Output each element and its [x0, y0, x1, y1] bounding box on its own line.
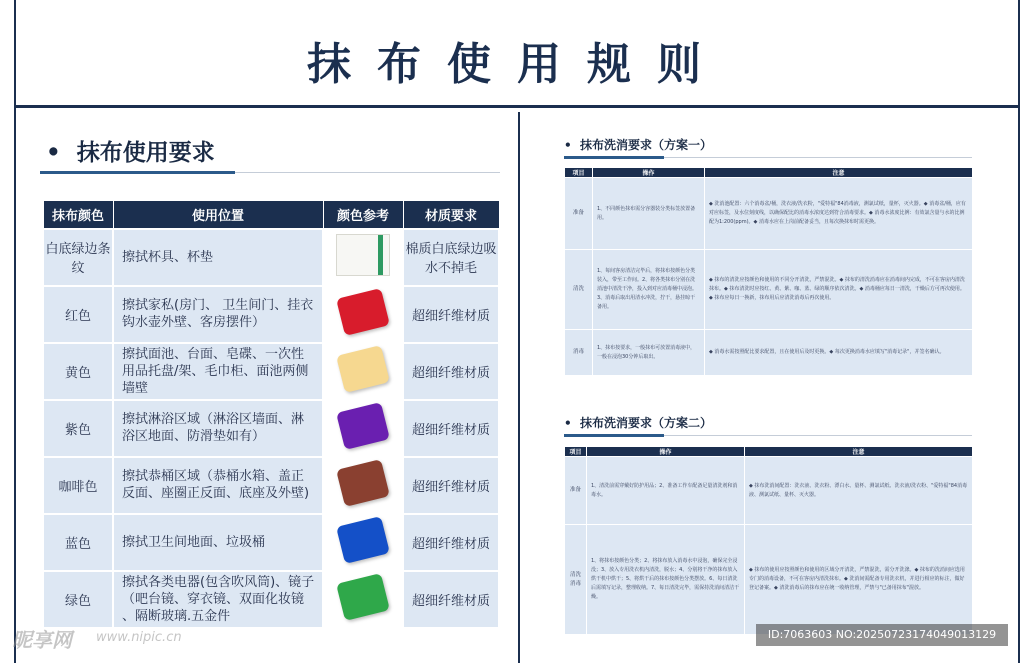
color-swatch-cell [323, 229, 403, 286]
table-row [43, 286, 499, 343]
bullet-icon: • [564, 138, 581, 152]
cloth-material: 超细纤维材质 [403, 286, 499, 343]
col-header-material: 材质要求 [403, 201, 499, 229]
plan1-underline [564, 157, 972, 158]
table-row [565, 250, 973, 330]
plan1-col-note: 注意 [705, 168, 973, 178]
left-heading-text: 抹布使用要求 [76, 139, 215, 166]
plan-note: ◆ 抹布洗消间配置：洗衣液、洗衣粉、漂白水、量杯、测氯试纸、洗衣液/洗衣粉、"爱特福"84消毒液、测氯试纸、量杯、灭火器。 [745, 457, 973, 525]
panel-divider [518, 112, 520, 663]
cloth-color-name: 红色 [43, 286, 113, 343]
cloth-color-name: 蓝色 [43, 514, 113, 571]
plan-operation: 1、清洗前需穿戴好防护用品；2、准备工作车配备足量清洗剂和消毒水。 [587, 457, 745, 525]
color-swatch-cell [323, 457, 403, 514]
plan-note: ◆ 消毒水需按照配比要求配置，且在使用后及时更换。◆ 每次更换消毒水应填写"消毒记录"，并签名确认。 [705, 330, 973, 376]
plan2-col-op: 操作 [587, 447, 745, 457]
bullet-icon: • [564, 416, 581, 430]
cloth-usage: 擦拭淋浴区域（淋浴区墙面、淋浴区地面、防滑垫如有） [113, 400, 323, 457]
plan-item: 清洗消毒 [565, 525, 587, 635]
plan1-table [564, 167, 973, 376]
plan2-heading [564, 414, 712, 431]
cloth-color-name: 绿色 [43, 571, 113, 628]
plan-note: ◆ 洗消池配置：六个消毒盆/桶，洗衣液/洗衣粉，"爱特福"84消毒液，测氯试纸，量杯，灭火器。◆ 消毒盆/桶，应有对应标签，及水位刻度线，以确保配比的消毒水浓度达到符合消毒要求。◆ 消毒水浓度比例：有效氯含量与水的比例配为1:200(ppm)。◆ 消毒水应在上岗前配备妥当，且每次换抹布时需更换。 [705, 178, 973, 250]
white-green-towel-icon [336, 234, 390, 276]
cloth-material: 超细纤维材质 [403, 400, 499, 457]
table-row [565, 525, 973, 635]
plan-operation: 1、将抹布按颜色分类；2、将抹布放入消毒水中浸泡，确保完全浸没；3、放入专用洗衣机内清洗，脱水；4、分别将干净的抹布放入烘干机中烘干；5、将烘干后的抹布按颜色分类摆放。6、每日清洗后需填写记录，整理收纳。7、每日清洗完毕，需保持洗消间清洁干燥。 [587, 525, 745, 635]
plan1-heading-text: 抹布洗消要求（方案一） [580, 138, 713, 152]
cloth-swatch-icon [336, 459, 390, 507]
plan-operation: 1、不同颜色抹布需分容器装分类标签放置备用。 [593, 178, 705, 250]
table-row [43, 514, 499, 571]
color-swatch-cell [323, 400, 403, 457]
cloth-usage: 擦拭杯具、杯垫 [113, 229, 323, 286]
table-row [43, 229, 499, 286]
plan-item: 清洗 [565, 250, 593, 330]
plan1-header-row [565, 168, 973, 178]
color-swatch-cell [323, 571, 403, 628]
cloth-material: 超细纤维材质 [403, 514, 499, 571]
plan-note: ◆ 抹布的清洗应按颜色和使用的不同分开清洗，严禁混洗。◆ 抹布的清洗消毒应在消毒间内完成，不可在客房内清洗抹布。◆ 抹布清洗时应按红、黄、紫、咖、蓝、绿的顺序依次清洗。◆ 消毒桶应每日一清洗，干燥后方可再次使用。◆ 抹布应每日一换新，抹布用后应清洗消毒后再次使用。 [705, 250, 973, 330]
cloth-usage: 擦拭各类电器(包含吹风筒)、镜子（吧台镜、穿衣镜、双面化妆镜 、隔断玻璃.五金件 [113, 571, 323, 628]
watermark-url: www.nipic.cn [96, 630, 182, 645]
cloth-color-name: 黄色 [43, 343, 113, 400]
cloth-material: 超细纤维材质 [403, 343, 499, 400]
plan-operation: 1、每间客房清洁完毕后，将抹布按颜色分类装入，带至工作间。2、将各类抹布分别在洗消池中清洗干净，投入到对应消毒桶中浸泡。3、消毒后取出用清水冲洗，拧干，悬挂晾干备用。 [593, 250, 705, 330]
table-row [43, 457, 499, 514]
plan-item: 消毒 [565, 330, 593, 376]
left-section-heading [46, 134, 215, 167]
plan-operation: 1、抹布按要求，一般抹布可放置消毒液中，一般在浸泡30分钟后取出。 [593, 330, 705, 376]
cloth-color-name: 白底绿边条纹 [43, 229, 113, 286]
cloth-material: 超细纤维材质 [403, 571, 499, 628]
cloth-color-name: 紫色 [43, 400, 113, 457]
cloth-swatch-icon [336, 402, 390, 450]
cloth-material: 超细纤维材质 [403, 457, 499, 514]
table-row [565, 330, 973, 376]
col-header-color: 抹布颜色 [43, 201, 113, 229]
plan2-col-note: 注意 [745, 447, 973, 457]
table-row [565, 457, 973, 525]
cloth-usage: 擦拭卫生间地面、垃圾桶 [113, 514, 323, 571]
cloth-usage: 擦拭家私(房门、 卫生间门、挂衣钩水壶外壁、客房摆件） [113, 286, 323, 343]
left-heading-underline [40, 172, 500, 173]
table-row [565, 178, 973, 250]
color-swatch-cell [323, 286, 403, 343]
cloth-swatch-icon [336, 345, 390, 393]
plan2-table [564, 446, 973, 635]
plan1-col-op: 操作 [593, 168, 705, 178]
plan1-heading [564, 136, 712, 153]
cloth-swatch-icon [336, 288, 390, 336]
plan2-heading-text: 抹布洗消要求（方案二） [580, 416, 713, 430]
table-row [43, 343, 499, 400]
cloth-usage-table [42, 200, 500, 629]
plan-item: 准备 [565, 457, 587, 525]
watermark-id: ID:7063603 NO:20250723174049013129 [756, 624, 1008, 646]
table-header-row [43, 201, 499, 229]
table-row [43, 571, 499, 628]
color-swatch-cell [323, 343, 403, 400]
watermark-brand: 昵享网 [12, 628, 72, 652]
cloth-material: 棉质白底绿边吸水不掉毛 [403, 229, 499, 286]
col-header-swatch: 颜色参考 [323, 201, 403, 229]
col-header-usage: 使用位置 [113, 201, 323, 229]
plan2-header-row [565, 447, 973, 457]
plan2-col-item: 项目 [565, 447, 587, 457]
plan-item: 准备 [565, 178, 593, 250]
color-swatch-cell [323, 514, 403, 571]
bullet-icon: • [46, 139, 61, 166]
plan-note: ◆ 抹布的使用应按照颜色和使用的区域分开清洗，严禁混洗，需分开洗涤。◆ 抹布的洗消间应选用专门的消毒设备，不可在客房内清洗抹布。◆ 洗消间需配备专用洗衣机，并进行相应的标注，做好登记备案。◆ 清洗消毒后的抹布应在统一收纳管理，严禁与"已备用抹布"混放。 [745, 525, 973, 635]
cloth-swatch-icon [336, 516, 390, 564]
cloth-usage: 擦拭恭桶区域（恭桶水箱、盖正反面、座圈正反面、底座及外壁) [113, 457, 323, 514]
cloth-usage: 擦拭面池、台面、皂碟、一次性用品托盘/架、毛巾柜、面池两侧墙壁 [113, 343, 323, 400]
plan2-underline [564, 435, 972, 436]
cloth-swatch-icon [336, 573, 390, 621]
plan1-col-item: 项目 [565, 168, 593, 178]
cloth-color-name: 咖啡色 [43, 457, 113, 514]
table-row [43, 400, 499, 457]
page-title: 抹布使用规则 [307, 39, 727, 90]
